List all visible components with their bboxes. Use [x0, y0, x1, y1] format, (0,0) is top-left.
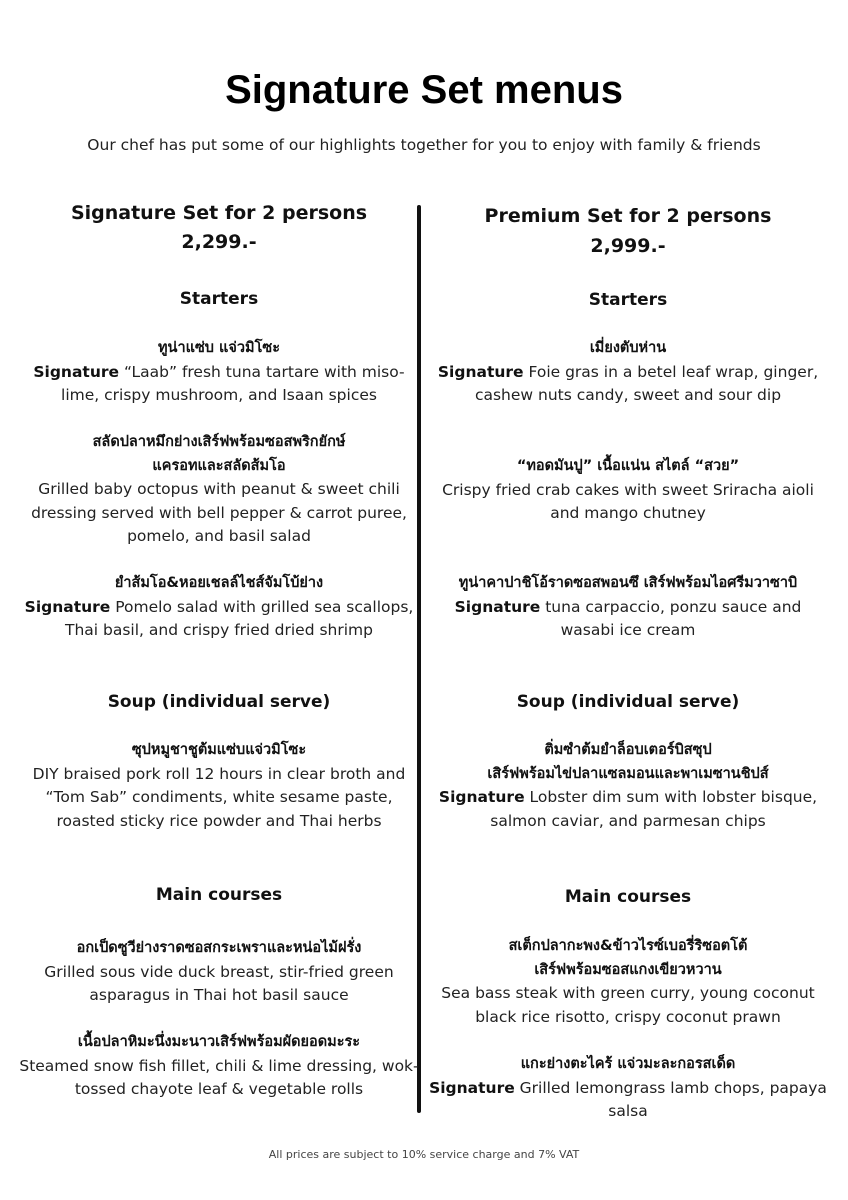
dish-description-text: tuna carpaccio, ponzu sauce and wasabi ice cream — [540, 597, 802, 639]
menu-item — [19, 431, 419, 549]
dish-thai-name: สลัดปลาหมึกย่างเสิร์ฟพร้อมซอสพริกยักษ์ — [92, 434, 346, 450]
page-subtitle: Our chef has put some of our highlights together for you to enjoy with family & friends — [87, 136, 761, 154]
dish-thai-name: “ทอดมันปู” เนื้อแน่น สไตล์ “สวย” — [516, 458, 740, 474]
dish-description: DIY braised pork roll 12 hours in clear broth and “Tom Sab” condiments, white sesame paste, roasted sticky rice powder and Thai herbs — [32, 764, 406, 830]
set-title: Signature Set for 2 persons — [70, 202, 368, 224]
menu-item — [19, 337, 419, 408]
menu-item — [19, 739, 419, 833]
menu-item — [428, 455, 828, 526]
dish-thai-name: เนื้อปลาหิมะนึ่งมะนาวเสิร์ฟพร้อมผัดยอดมะระ — [77, 1034, 361, 1050]
signature-label: Signature — [454, 597, 541, 616]
menu-item — [428, 337, 828, 408]
dish-description — [428, 786, 828, 833]
dish-thai-name: เมี่ยงตับห่าน — [589, 340, 667, 356]
page-title: Signature Set menus — [225, 68, 623, 112]
dish-thai-name: อกเป็ดซูวีย่างราดซอสกระเพราและหน่อไม้ฝรั่ง — [76, 940, 362, 956]
footer-note: All prices are subject to 10% service charge and 7% VAT — [268, 1148, 580, 1161]
dish-thai-name: ติ่มซำต้มยำล็อบเตอร์บิสซุป — [544, 742, 712, 758]
menu-item — [19, 572, 419, 643]
signature-label: Signature — [437, 362, 524, 381]
signature-label: Signature — [24, 597, 111, 616]
signature-label: Signature — [429, 1078, 515, 1097]
dish-description: Steamed snow fish fillet, chili & lime dressing, wok-tossed chayote leaf & vegetable rolls — [19, 1056, 419, 1098]
dish-description — [428, 596, 828, 643]
dish-thai-name: ทูน่าคาปาชิโอ้ราดซอสพอนซึ เสิร์ฟพร้อมไอศรีมวาซาบิ — [458, 575, 798, 591]
menu-item — [19, 937, 419, 1008]
dish-thai-name-line2: เสิร์ฟพร้อมซอสแกงเขียวหวาน — [534, 961, 722, 978]
set-price: 2,999.- — [590, 235, 666, 257]
section-heading-main-courses: Main courses — [155, 885, 283, 905]
menu-item — [428, 739, 828, 833]
section-heading-starters: Starters — [179, 289, 259, 309]
menu-item — [428, 1053, 828, 1124]
menu-item — [428, 935, 828, 1029]
dish-thai-name: ทูน่าแซ่บ แจ่วมิโซะ — [157, 340, 280, 356]
dish-description-text: “Laab” fresh tuna tartare with miso-lime, crispy mushroom, and Isaan spices — [61, 362, 405, 404]
signature-label: Signature — [33, 362, 120, 381]
dish-description — [19, 361, 419, 408]
section-heading-main-courses: Main courses — [564, 887, 692, 907]
dish-description-text: Lobster dim sum with lobster bisque, salmon caviar, and parmesan chips — [490, 788, 818, 830]
dish-description: Crispy fried crab cakes with sweet Sriracha aioli and mango chutney — [442, 480, 814, 522]
dish-description: Grilled baby octopus with peanut & sweet chili dressing served with bell pepper & carrot puree, pomelo, and basil salad — [31, 480, 407, 545]
dish-thai-name: สเต็กปลากะพง&ข้าวไรซ์เบอรี่ริซอตโต้ — [508, 938, 748, 954]
dish-description — [428, 361, 828, 408]
menu-item — [428, 572, 828, 643]
section-heading-starters: Starters — [588, 290, 668, 310]
dish-thai-name: แกะย่างตะไคร้ แจ่วมะละกอรสเด็ด — [520, 1056, 736, 1072]
set-title: Premium Set for 2 persons — [484, 205, 772, 227]
dish-thai-name-line2: แครอทและสลัดส้มโอ — [152, 457, 286, 474]
dish-thai-name: ยำส้มโอ&หอยเชลล์ไชส์จัมโบ้ย่าง — [114, 575, 324, 591]
menu-item — [19, 1031, 419, 1102]
section-heading-soup: Soup (individual serve) — [516, 692, 740, 712]
section-heading-soup: Soup (individual serve) — [107, 692, 331, 712]
dish-description-text: Pomelo salad with grilled sea scallops, Thai basil, and crispy fried dried shrimp — [65, 597, 414, 639]
dish-description — [428, 1077, 828, 1124]
dish-thai-name-line2: เสิร์ฟพร้อมไข่ปลาแซลมอนและพาเมซานชิปส์ — [487, 765, 769, 782]
dish-thai-name: ซุปหมูชาชูต้มแซ่บแจ่วมิโซะ — [131, 742, 307, 758]
signature-label: Signature — [438, 788, 525, 806]
dish-description — [19, 596, 419, 643]
dish-description-text: Grilled lemongrass lamb chops, papaya salsa — [514, 1078, 827, 1120]
dish-description-text: Foie gras in a betel leaf wrap, ginger, cashew nuts candy, sweet and sour dip — [474, 362, 819, 404]
dish-description: Grilled sous vide duck breast, stir-fried green asparagus in Thai hot basil sauce — [44, 962, 394, 1004]
dish-description: Sea bass steak with green curry, young coconut black rice risotto, crispy coconut prawn — [441, 984, 815, 1026]
set-price: 2,299.- — [181, 231, 257, 253]
